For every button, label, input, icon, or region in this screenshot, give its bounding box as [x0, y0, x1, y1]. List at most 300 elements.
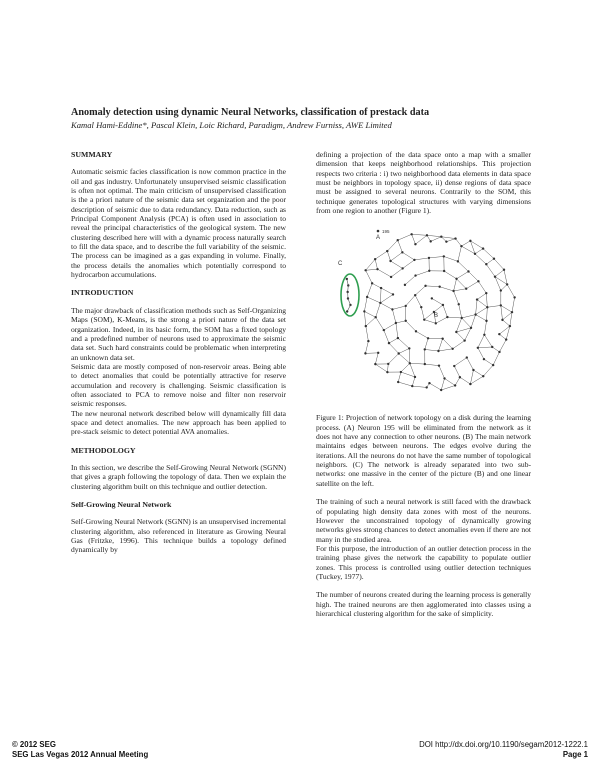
network-edge: [475, 249, 483, 254]
network-edge: [468, 272, 478, 282]
network-edge: [391, 253, 403, 262]
network-neuron: [408, 348, 410, 350]
network-neuron: [440, 236, 442, 238]
network-edge: [434, 305, 443, 312]
network-edge: [445, 379, 456, 386]
network-neuron: [461, 317, 463, 319]
network-neuron: [459, 376, 461, 378]
network-neuron: [428, 270, 430, 272]
network-edge: [380, 303, 392, 310]
network-neuron: [440, 389, 442, 391]
network-neuron: [392, 294, 394, 296]
network-edge: [487, 308, 488, 322]
network-neuron: [474, 253, 476, 255]
network-edge: [388, 354, 398, 364]
network-edge: [366, 271, 373, 284]
network-edge: [429, 257, 444, 259]
network-edge: [367, 297, 380, 303]
network-edge: [470, 377, 483, 385]
network-neuron: [404, 284, 406, 286]
network-neuron: [397, 381, 399, 383]
network-neuron: [405, 320, 407, 322]
network-edge: [412, 387, 426, 388]
network-edge: [406, 296, 415, 307]
network-edge: [484, 335, 492, 347]
network-edge: [438, 339, 442, 351]
network-neuron: [389, 260, 391, 262]
network-neuron: [443, 378, 445, 380]
network-edge: [454, 366, 460, 377]
network-neuron: [457, 261, 459, 263]
network-edge: [460, 378, 471, 385]
network-edge: [478, 348, 484, 359]
label-c: C: [338, 261, 343, 268]
network-edge: [421, 308, 424, 320]
network-edge: [501, 285, 507, 291]
network-edge: [499, 335, 506, 340]
network-edge: [381, 288, 393, 294]
network-neuron: [472, 369, 474, 371]
network-edge: [375, 353, 378, 364]
network-neuron: [445, 241, 447, 243]
network-edge: [454, 279, 457, 291]
network-neuron: [503, 269, 505, 271]
network-edge: [398, 382, 412, 386]
network-topology-figure: [316, 217, 531, 405]
network-neuron: [364, 353, 366, 355]
network-neuron: [441, 338, 443, 340]
network-edge: [396, 321, 406, 323]
network-neuron: [367, 340, 369, 342]
network-neuron: [398, 353, 400, 355]
network-neuron: [491, 346, 493, 348]
network-neuron: [414, 243, 416, 245]
network-edge: [399, 349, 410, 354]
network-edge: [412, 235, 427, 236]
introduction-paragraph-2: Seismic data are mostly composed of non-reservoir areas. Being able to detect anomalies that could be potentially attractive for reserve accumulation and recovery is challenging. Seismic classification is often associated to PCA to remove noise and filter non reservoir seismic responses.: [71, 361, 286, 409]
methodology-heading: METHODOLOGY: [71, 445, 136, 455]
network-edge: [502, 320, 509, 326]
satellite-neuron: [346, 311, 348, 313]
network-edge: [499, 326, 510, 334]
network-edge: [475, 254, 486, 264]
network-edge: [401, 364, 410, 373]
network-edge: [412, 235, 416, 245]
network-neuron: [413, 259, 415, 261]
network-edge: [483, 249, 494, 259]
network-neuron: [363, 311, 365, 313]
network-edge: [398, 372, 401, 382]
network-edge: [476, 315, 487, 321]
network-neuron: [431, 298, 433, 300]
paper-authors: Kamal Hami-Eddine*, Pascal Klein, Loic Richard, Paradigm, Andrew Furniss, AWE Limited: [71, 120, 392, 130]
network-edge: [461, 247, 475, 255]
network-edge: [504, 270, 507, 285]
footer-page-number: Page 1: [562, 750, 588, 759]
network-edge: [478, 282, 486, 294]
network-edge: [486, 259, 494, 265]
network-neuron: [455, 331, 457, 333]
network-neuron: [494, 276, 496, 278]
network-neuron: [454, 385, 456, 387]
network-edge: [492, 347, 499, 352]
network-neuron: [465, 288, 467, 290]
network-edge: [375, 260, 377, 270]
network-neuron: [483, 334, 485, 336]
network-edge: [506, 326, 510, 340]
network-edge: [510, 313, 512, 327]
network-neuron: [513, 297, 515, 299]
network-neuron: [500, 290, 502, 292]
right-column: [316, 150, 531, 618]
footer-copyright: © 2012 SEG: [12, 740, 56, 749]
network-neuron: [482, 248, 484, 250]
network-neuron: [386, 371, 388, 373]
network-neuron: [486, 306, 488, 308]
right-paragraph-1: defining a projection of the data space onto a map with a smaller dimension that keeps neighborhood relationships. This projection respects two criteria : i) two neighborhood data elements in data space must be neighbors in topology space, ii) dense regions of data space must be assigned to several neurons. Contrarily to the SOM, this technique generates topological structures with varying dimensions from one region to another (Figure 1).: [316, 150, 531, 216]
network-edge: [364, 312, 365, 327]
network-edge: [456, 239, 462, 247]
network-edge: [476, 300, 477, 315]
network-neuron: [505, 339, 507, 341]
network-edge: [456, 328, 471, 332]
network-edge: [494, 259, 504, 270]
network-edge: [484, 360, 493, 366]
network-edge: [380, 295, 393, 303]
network-neuron: [511, 311, 513, 313]
network-neuron: [410, 234, 412, 236]
network-edge: [441, 379, 444, 391]
network-edge: [410, 364, 425, 365]
network-edge: [365, 353, 378, 354]
network-neuron: [498, 333, 500, 335]
network-neuron: [390, 276, 392, 278]
network-edge: [399, 354, 410, 364]
network-edge: [501, 306, 503, 320]
network-neuron: [452, 290, 454, 292]
introduction-paragraph-3: The new neuronal network described below will dynamically fill data space and detect anomalies. The new approach has been applied to pre-stack seismic to detect potential AVA anomalies.: [71, 408, 286, 437]
network-edge: [391, 261, 403, 268]
network-edge: [446, 239, 455, 242]
network-edge: [398, 235, 412, 241]
network-edge: [398, 241, 403, 253]
network-neuron: [374, 363, 376, 365]
summary-heading: SUMMARY: [71, 150, 113, 159]
network-edge: [396, 323, 398, 338]
label-195: 195: [382, 229, 390, 235]
network-edge: [457, 272, 469, 279]
network-edge: [458, 262, 469, 272]
network-neuron: [415, 331, 417, 333]
network-edge: [426, 286, 440, 287]
network-neuron: [477, 281, 479, 283]
network-neuron: [427, 337, 429, 339]
network-neuron: [386, 250, 388, 252]
network-neuron: [483, 358, 485, 360]
network-edge: [380, 288, 381, 303]
network-edge: [431, 237, 442, 242]
network-edge: [412, 377, 415, 386]
network-edge: [461, 241, 470, 246]
network-edge: [477, 294, 486, 300]
network-edge: [470, 241, 483, 249]
sgnn-heading: Self-Growing Neural Network: [71, 500, 172, 509]
network-edge: [364, 312, 375, 318]
network-neuron: [435, 323, 437, 325]
network-edge: [458, 247, 462, 262]
network-edge: [473, 370, 483, 376]
network-edge: [414, 258, 429, 260]
network-edge: [427, 236, 441, 237]
network-neuron: [411, 385, 413, 387]
network-edge: [499, 340, 506, 352]
network-neuron: [485, 292, 487, 294]
network-edge: [415, 296, 421, 308]
network-edge: [470, 370, 473, 384]
network-edge: [453, 341, 465, 349]
satellite-highlight-ellipse: [341, 274, 359, 316]
network-neuron: [469, 383, 471, 385]
network-edge: [512, 298, 515, 313]
network-edge: [454, 358, 467, 366]
network-edge: [389, 338, 398, 343]
network-edge: [443, 339, 453, 349]
network-neuron: [485, 320, 487, 322]
network-edge: [376, 303, 381, 317]
network-edge: [391, 269, 403, 278]
network-neuron: [442, 304, 444, 306]
network-neuron: [469, 240, 471, 242]
network-neuron: [388, 342, 390, 344]
network-edge: [507, 285, 514, 298]
right-paragraph-3: For this purpose, the introduction of an outlier detection process in the training phase gives the network the capability to populate outlier zones. This process is controlled using outlier detection techniques (Tuckey, 1977).: [316, 543, 531, 581]
network-neuron: [509, 325, 511, 327]
network-edge: [424, 320, 436, 324]
network-edge: [444, 257, 458, 262]
network-neuron: [438, 365, 440, 367]
network-edge: [487, 306, 500, 308]
footer-doi-link[interactable]: DOI http://dx.doi.org/10.1190/segam2012-1222.1: [419, 740, 588, 749]
methodology-text: In this section, we describe the Self-Growing Neural Network (SGNN) that gives a graph following the topology of data. Then we explain the clustering algorithm built on this technique and outlier detection.: [71, 462, 286, 491]
network-neuron: [374, 316, 376, 318]
network-edge: [441, 386, 455, 391]
network-edge: [429, 384, 441, 391]
network-edge: [392, 306, 405, 310]
network-neuron: [364, 270, 366, 272]
network-neuron: [376, 268, 378, 270]
network-edge: [454, 289, 467, 291]
network-edge: [398, 338, 409, 348]
network-neuron: [485, 263, 487, 265]
network-neuron: [397, 337, 399, 339]
network-neuron: [424, 363, 426, 365]
network-edge: [384, 323, 396, 330]
network-edge: [478, 347, 492, 348]
network-neuron: [400, 371, 402, 373]
network-neuron: [466, 357, 468, 359]
network-edge: [476, 308, 488, 315]
network-neuron: [371, 283, 373, 285]
network-neuron: [454, 238, 456, 240]
introduction-heading: INTRODUCTION: [71, 288, 134, 298]
network-edge: [405, 276, 416, 285]
network-neuron: [379, 302, 381, 304]
network-edge: [366, 270, 378, 271]
network-edge: [416, 332, 428, 339]
network-edge: [493, 352, 499, 365]
right-paragraph-2: The training of such a neural network is still faced with the drawback of populating high density data zones with most of the neurons. However the unconstrained topology of dynamically growing networks gives strong chances to detect anomalies even if there are not many in the studied area.: [316, 497, 531, 544]
network-neuron: [476, 299, 478, 301]
network-neuron: [420, 306, 422, 308]
network-edge: [425, 339, 428, 350]
network-edge: [424, 312, 434, 320]
network-neuron: [453, 365, 455, 367]
network-neuron: [397, 239, 399, 241]
network-neuron: [395, 322, 397, 324]
network-neuron: [470, 327, 472, 329]
network-edge: [486, 294, 487, 308]
network-edge: [392, 310, 395, 324]
network-edge: [454, 291, 459, 304]
network-neuron: [493, 258, 495, 260]
network-neuron: [366, 296, 368, 298]
network-edge: [484, 321, 486, 335]
network-edge: [425, 364, 439, 366]
network-edge: [478, 335, 484, 348]
network-neuron: [423, 319, 425, 321]
network-edge: [415, 236, 427, 245]
network-neuron: [428, 257, 430, 259]
network-neuron: [429, 241, 431, 243]
network-neuron: [455, 278, 457, 280]
network-edge: [387, 251, 390, 261]
network-edge: [403, 260, 415, 268]
network-edge: [432, 299, 443, 306]
network-neuron: [467, 271, 469, 273]
right-paragraph-4: The number of neurons created during the learning process is generally high. The trained neurons are then agglomerated into classes using a hierarchical clustering algorithm for the sake of simplicity.: [316, 590, 532, 618]
network-edge: [425, 350, 439, 352]
network-edge: [377, 270, 391, 278]
network-neuron: [414, 275, 416, 277]
network-neuron: [446, 316, 448, 318]
paper-title: Anomaly detection using dynamic Neural Networks, classification of prestack data: [71, 107, 430, 118]
figure-1-caption: Figure 1: Projection of network topology on a disk during the learning process. (A) Neuron 195 will be eliminated from the network as it does not have any connection to other neurons. (B) The main network maintains edges between neurons. The edges evolve during the iterations. All the neurons do not have the same number of topological neighbors. (C) The network is already separated into two sub-networks: one massive in the center of the picture (B) and one linear satellite on the left.: [316, 413, 531, 488]
network-edge: [438, 349, 452, 351]
network-edge: [486, 265, 495, 277]
figure-1: [316, 217, 531, 405]
network-edge: [406, 321, 416, 332]
network-neuron: [492, 364, 494, 366]
network-neuron: [424, 285, 426, 287]
isolated-neuron-195: [377, 230, 380, 233]
network-neuron: [377, 352, 379, 354]
network-edge: [443, 305, 447, 317]
network-neuron: [477, 347, 479, 349]
network-neuron: [391, 309, 393, 311]
network-edge: [465, 328, 471, 341]
network-edge: [466, 282, 478, 289]
network-edge: [477, 300, 487, 308]
network-neuron: [374, 258, 376, 260]
network-neuron: [409, 362, 411, 364]
footer-meeting: SEG Las Vegas 2012 Annual Meeting: [12, 750, 149, 759]
network-edge: [375, 251, 387, 259]
network-edge: [401, 372, 415, 377]
network-neuron: [380, 287, 382, 289]
network-neuron: [482, 375, 484, 377]
network-edge: [372, 284, 381, 289]
network-edge: [366, 327, 369, 342]
network-edge: [456, 318, 461, 332]
network-edge: [483, 366, 493, 377]
network-edge: [444, 271, 456, 279]
footer-right: [419, 740, 588, 760]
network-neuron: [387, 363, 389, 365]
network-edge: [402, 253, 414, 261]
introduction-paragraph-1: The major drawback of classification methods such as Self-Organizing Maps (SOM), K-Means, is the strong a priori nature of the data set organization. Indeed, in its basic form, the SOM has a fixed topology and a predefined number of neurons used to approximate the seismic data set. Such hard constraints could be problematic when interpreting an unknown data set.: [71, 305, 286, 362]
network-edge: [462, 315, 476, 318]
network-edge: [456, 332, 464, 341]
network-edge: [462, 318, 471, 328]
network-neuron: [414, 376, 416, 378]
network-edge: [467, 358, 474, 370]
network-neuron: [405, 305, 407, 307]
network-edge: [441, 237, 455, 239]
linear-satellite-network: [346, 278, 352, 313]
network-neuron: [428, 382, 430, 384]
network-edge: [389, 344, 399, 354]
network-neuron: [437, 350, 439, 352]
sgnn-text: Self-Growing Neural Network (SGNN) is an unsupervised incremental clustering algorithm, also referenced in literature as Growing Neural Gas (Fritzke, 1996). This technique builds a topology defined dynamically by: [71, 517, 286, 555]
network-edge: [410, 364, 415, 378]
network-neuron: [460, 245, 462, 247]
network-neuron: [426, 235, 428, 237]
network-edge: [376, 318, 384, 331]
network-neuron: [463, 340, 465, 342]
network-neuron: [443, 270, 445, 272]
network-edge: [439, 366, 445, 379]
network-edge: [495, 270, 504, 277]
network-edge: [365, 342, 368, 354]
network-neuron: [414, 294, 416, 296]
network-neuron: [401, 268, 403, 270]
footer-left: [12, 740, 148, 760]
network-edge: [501, 306, 512, 313]
network-neuron: [451, 348, 453, 350]
network-neuron: [401, 252, 403, 254]
network-neuron: [425, 387, 427, 389]
network-neuron: [474, 314, 476, 316]
network-edge: [364, 297, 367, 311]
network-edge: [387, 364, 388, 372]
summary-text: Automatic seismic facies classification is now common practice in the oil and gas industry. Unfortunately unsupervised seismic classification is often not optimal. The main criticism of unsupervised classification is the a priori nature of the seismic data set organization and the poor description of seismic due to data redundancy. Data reduction, such as Principal Component Analysis (PCA) is often used in association to reveal the principal characteristics of the geological system. The new clustering described here will with a dynamic process naturally search to fill the data space, and to describe the full variability of the seismic. The process can be imagined as a gas expanding in volume. Finally, the process details the anomalies which potentially correspond to hydrocarbon accumulations.: [71, 167, 286, 280]
network-neuron: [383, 329, 385, 331]
network-neuron: [458, 304, 460, 306]
network-neuron: [501, 319, 503, 321]
network-neuron: [424, 349, 426, 351]
network-neuron: [365, 325, 367, 327]
network-edge: [409, 349, 410, 364]
network-neuron: [498, 351, 500, 353]
network-edge: [387, 241, 397, 252]
left-column: [71, 150, 286, 555]
network-edge: [375, 365, 387, 373]
network-edge: [416, 271, 430, 276]
network-neuron: [438, 286, 440, 288]
network-edge: [455, 378, 460, 386]
network-edge: [367, 284, 372, 298]
network-edge: [415, 286, 425, 295]
